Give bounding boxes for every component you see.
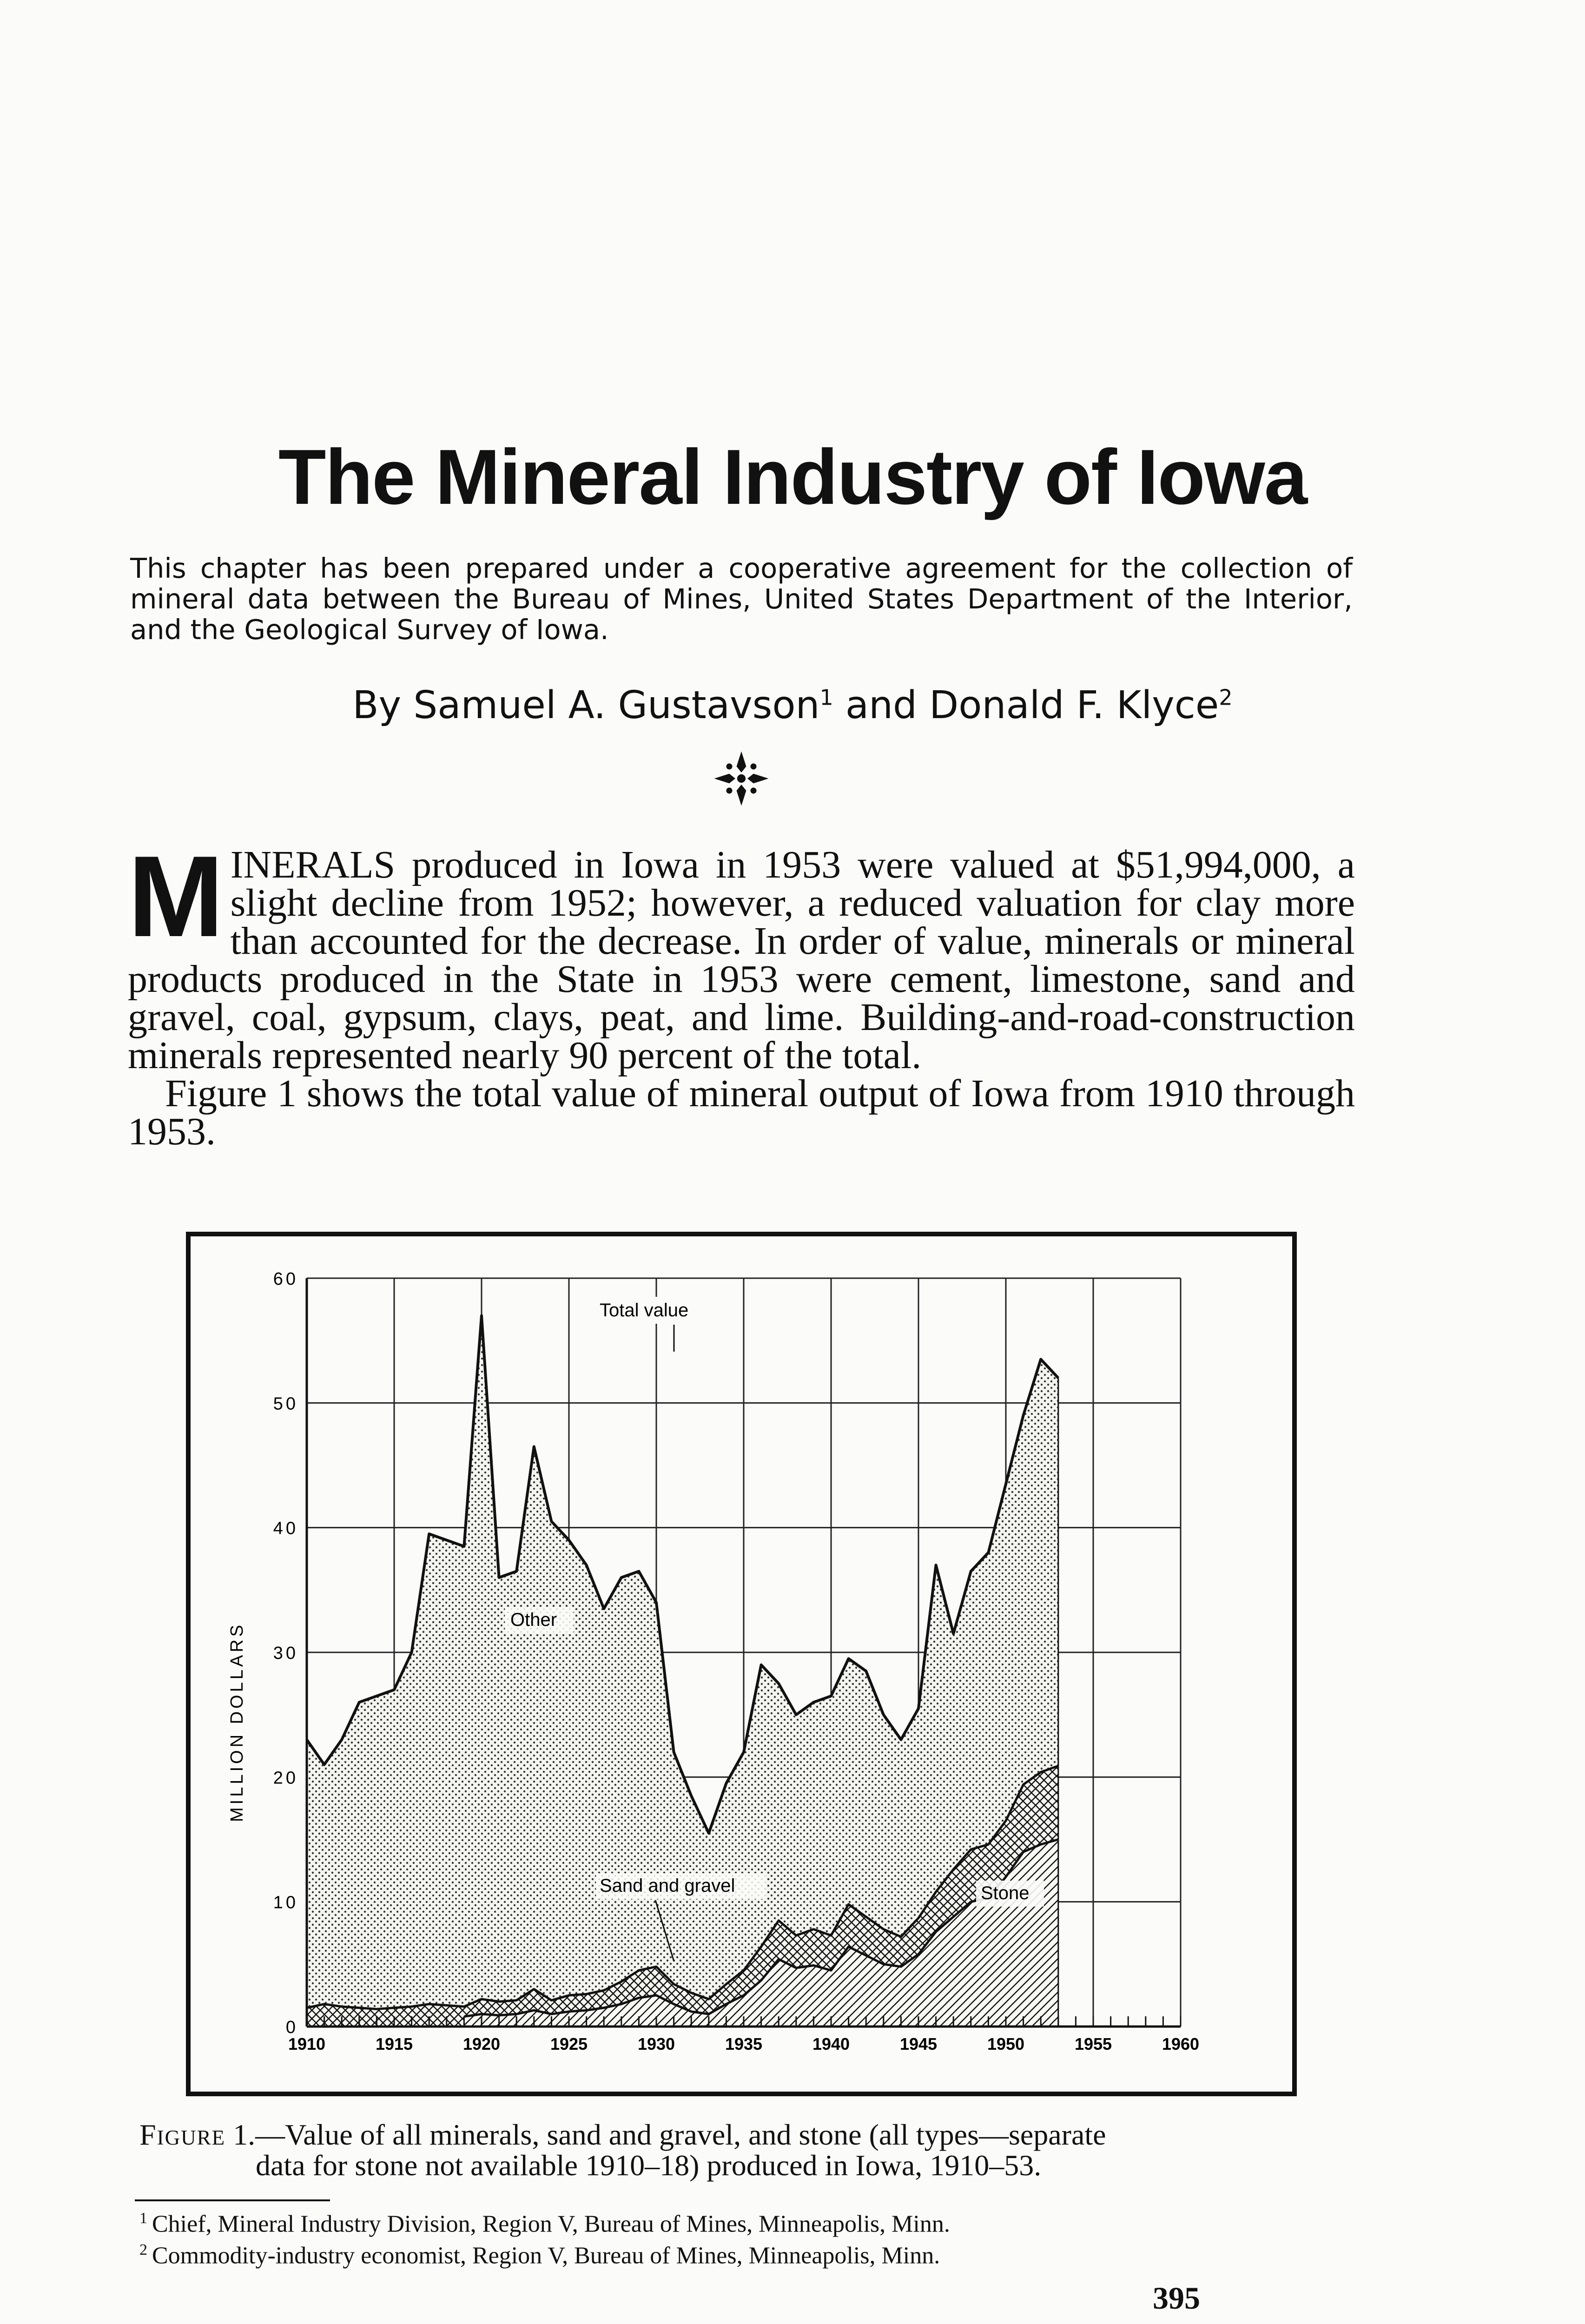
mineral-value-chart — [191, 1236, 1292, 2092]
page-title: The Mineral Industry of Iowa — [278, 433, 1307, 521]
footnote-1 — [139, 2205, 1348, 2237]
footnotes — [139, 2205, 1348, 2269]
drop-cap: M — [128, 832, 224, 961]
author-1: By Samuel A. Gustavson — [352, 683, 820, 727]
footnote-mark-2: 2 — [1219, 685, 1233, 710]
y-axis-label: MILLION DOLLARS — [227, 1622, 247, 1822]
paragraph-1-text: INERALS produced in Iowa in 1953 were valued at $51,994,000, a slight decline from 1952; however, a reduced valuation for clay more than accounted for the decrease. In order of value, minerals or mineral products produced in the State in 1953 were cement, limestone, sand and gravel, coal, gypsum, clays, peat, and lime. Building-and-road-construction minerals represented nearly 90 percent of the total. — [128, 843, 1355, 1077]
y-tick-label: 50 — [273, 1394, 298, 1414]
figure-caption — [139, 2119, 1357, 2181]
footnote-rule — [135, 2199, 330, 2201]
y-tick-label: 30 — [273, 1644, 298, 1663]
annotation-other: Other — [510, 1610, 557, 1630]
x-tick-label: 1935 — [725, 2034, 763, 2053]
chapter-note: This chapter has been prepared under a cooperative agreement for the collection of mineral data between the Bureau of Mines, United States Department of the Interior, and the Geological Survey of Iowa. — [130, 552, 1353, 646]
byline — [0, 683, 1585, 727]
footnote-1-text: Chief, Mineral Industry Division, Region V, Bureau of Mines, Minneapolis, Minn. — [152, 2211, 950, 2238]
annotation-sand-and-gravel: Sand and gravel — [600, 1875, 735, 1896]
caption-lead: Figure — [139, 2118, 226, 2151]
x-tick-label: 1940 — [812, 2034, 850, 2053]
footnote-2 — [139, 2237, 1348, 2269]
y-tick-label: 60 — [273, 1269, 298, 1289]
y-tick-label: 0 — [285, 2018, 298, 2037]
y-tick-label: 40 — [273, 1519, 298, 1538]
footnote-2-mark: 2 — [139, 2241, 147, 2259]
footnote-2-text: Commodity-industry economist, Region V, Bureau of Mines, Minneapolis, Minn. — [152, 2242, 940, 2269]
y-tick-label: 10 — [273, 1893, 298, 1913]
x-tick-label: 1960 — [1162, 2034, 1200, 2053]
caption-line-2: data for stone not available 1910–18) produced in Iowa, 1910–53. — [256, 2149, 1042, 2182]
chart-areas — [307, 1316, 1058, 2027]
page-number: 395 — [1153, 2280, 1200, 2316]
annotation-stone: Stone — [981, 1883, 1030, 1903]
x-tick-label: 1910 — [288, 2034, 326, 2053]
body-text — [128, 832, 1355, 1153]
x-tick-label: 1915 — [375, 2034, 413, 2053]
ornament-icon — [711, 748, 772, 809]
footnote-1-mark: 1 — [139, 2210, 147, 2227]
x-tick-label: 1920 — [462, 2034, 501, 2053]
x-tick-label: 1950 — [987, 2034, 1025, 2053]
x-tick-label: 1955 — [1074, 2034, 1112, 2053]
annotation-total-value: Total value — [600, 1300, 689, 1320]
x-tick-label: 1945 — [899, 2034, 938, 2053]
y-tick-label: 20 — [273, 1768, 298, 1788]
author-2: and Donald F. Klyce — [833, 683, 1219, 727]
figure-1 — [186, 1232, 1297, 2096]
caption-line-1: 1.—Value of all minerals, sand and gravel, and stone (all types—separate — [225, 2118, 1106, 2151]
footnote-mark-1: 1 — [819, 685, 833, 710]
paragraph-1 — [128, 832, 1355, 1077]
x-tick-label: 1930 — [637, 2034, 675, 2053]
x-tick-label: 1925 — [550, 2034, 588, 2053]
paragraph-2: Figure 1 shows the total value of mineral output of Iowa from 1910 through 1953. — [128, 1072, 1355, 1153]
